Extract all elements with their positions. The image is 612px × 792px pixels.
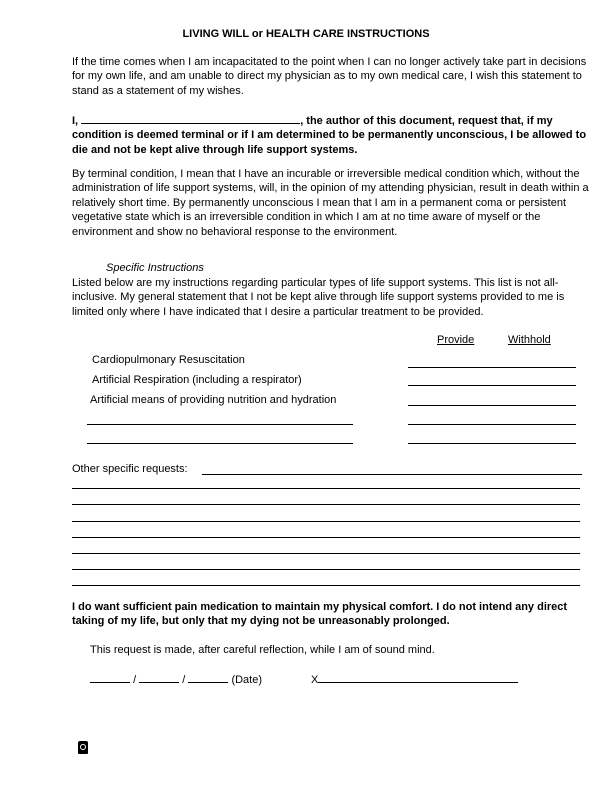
custom-choice-line-1[interactable] — [408, 424, 576, 425]
specific-instructions-heading: Specific Instructions — [106, 262, 204, 274]
document-title: LIVING WILL or HEALTH CARE INSTRUCTIONS — [182, 28, 430, 40]
other-requests-line-0[interactable] — [202, 474, 582, 475]
date-day-field[interactable] — [139, 671, 179, 683]
custom-choice-line-2[interactable] — [408, 443, 576, 444]
signature-block — [311, 671, 518, 686]
respiration-choice-line[interactable] — [408, 385, 576, 386]
cpr-choice-line[interactable] — [408, 367, 576, 368]
document-logo-icon — [78, 741, 88, 754]
date-year-field[interactable] — [188, 671, 228, 683]
intro-paragraph: If the time comes when I am incapacitated to the point when I can no longer actively take part in decisions for my own life, and am unable to direct my physician as to my own medical care, I wish this statement to stand as a statement of my wishes. — [72, 56, 587, 97]
other-requests-line-3[interactable] — [72, 521, 580, 522]
other-requests-line-4[interactable] — [72, 537, 580, 538]
signature-row — [90, 671, 262, 686]
treatment-cpr: Cardiopulmonary Resuscitation — [92, 354, 245, 366]
declaration-suffix: , the author of this document, request that, if my condition is deemed terminal or if I am determined to be permanently unconscious, I be allowed to die and not be kept alive through life support systems. — [72, 115, 587, 156]
declaration-prefix: I, — [72, 115, 79, 127]
date-month-field[interactable] — [90, 671, 130, 683]
custom-treatment-line-1[interactable] — [87, 424, 353, 425]
other-requests-label: Other specific requests: — [72, 463, 188, 475]
pain-statement: I do want sufficient pain medication to maintain my physical comfort. I do not intend any direct taking of my life, but only that my dying not be unreasonably prolonged. — [72, 601, 568, 628]
declaration-paragraph — [72, 112, 592, 157]
other-requests-line-5[interactable] — [72, 553, 580, 554]
name-field[interactable] — [81, 112, 300, 124]
date-separator: / — [182, 674, 186, 686]
withhold-column-header: Withhold — [508, 334, 551, 346]
date-label: (Date) — [231, 674, 262, 686]
provide-column-header: Provide — [437, 334, 475, 346]
date-separator: / — [133, 674, 137, 686]
treatment-respiration: Artificial Respiration (including a respirator) — [92, 374, 302, 386]
treatment-nutrition: Artificial means of providing nutrition and hydration — [90, 394, 337, 406]
custom-treatment-line-2[interactable] — [87, 443, 353, 444]
signature-x-mark: X — [311, 674, 319, 686]
definition-paragraph: By terminal condition, I mean that I have an incurable or irreversible medical condition which, without the administration of life support systems, will, in the opinion of my attending physician, result in death within a relatively short time. By permanently unconscious I mean that I am in a permanent coma or persistent vegetative state which is an irreversible condition in which I am at no time aware of myself or the environment and show no behavioral response to the environment. — [72, 168, 589, 238]
specific-instructions-paragraph: Listed below are my instructions regarding particular types of life support systems. This list is not all-inclusive. My general statement that I not be kept alive through life support systems provided to me is limited only where I have indicated that I desire a particular treatment to be provided. — [72, 277, 565, 318]
other-requests-line-6[interactable] — [72, 569, 580, 570]
other-requests-line-2[interactable] — [72, 504, 580, 505]
other-requests-line-1[interactable] — [72, 488, 580, 489]
other-requests-line-7[interactable] — [72, 585, 580, 586]
signature-field[interactable] — [318, 671, 518, 683]
reflection-statement: This request is made, after careful reflection, while I am of sound mind. — [90, 644, 435, 656]
nutrition-choice-line[interactable] — [408, 405, 576, 406]
